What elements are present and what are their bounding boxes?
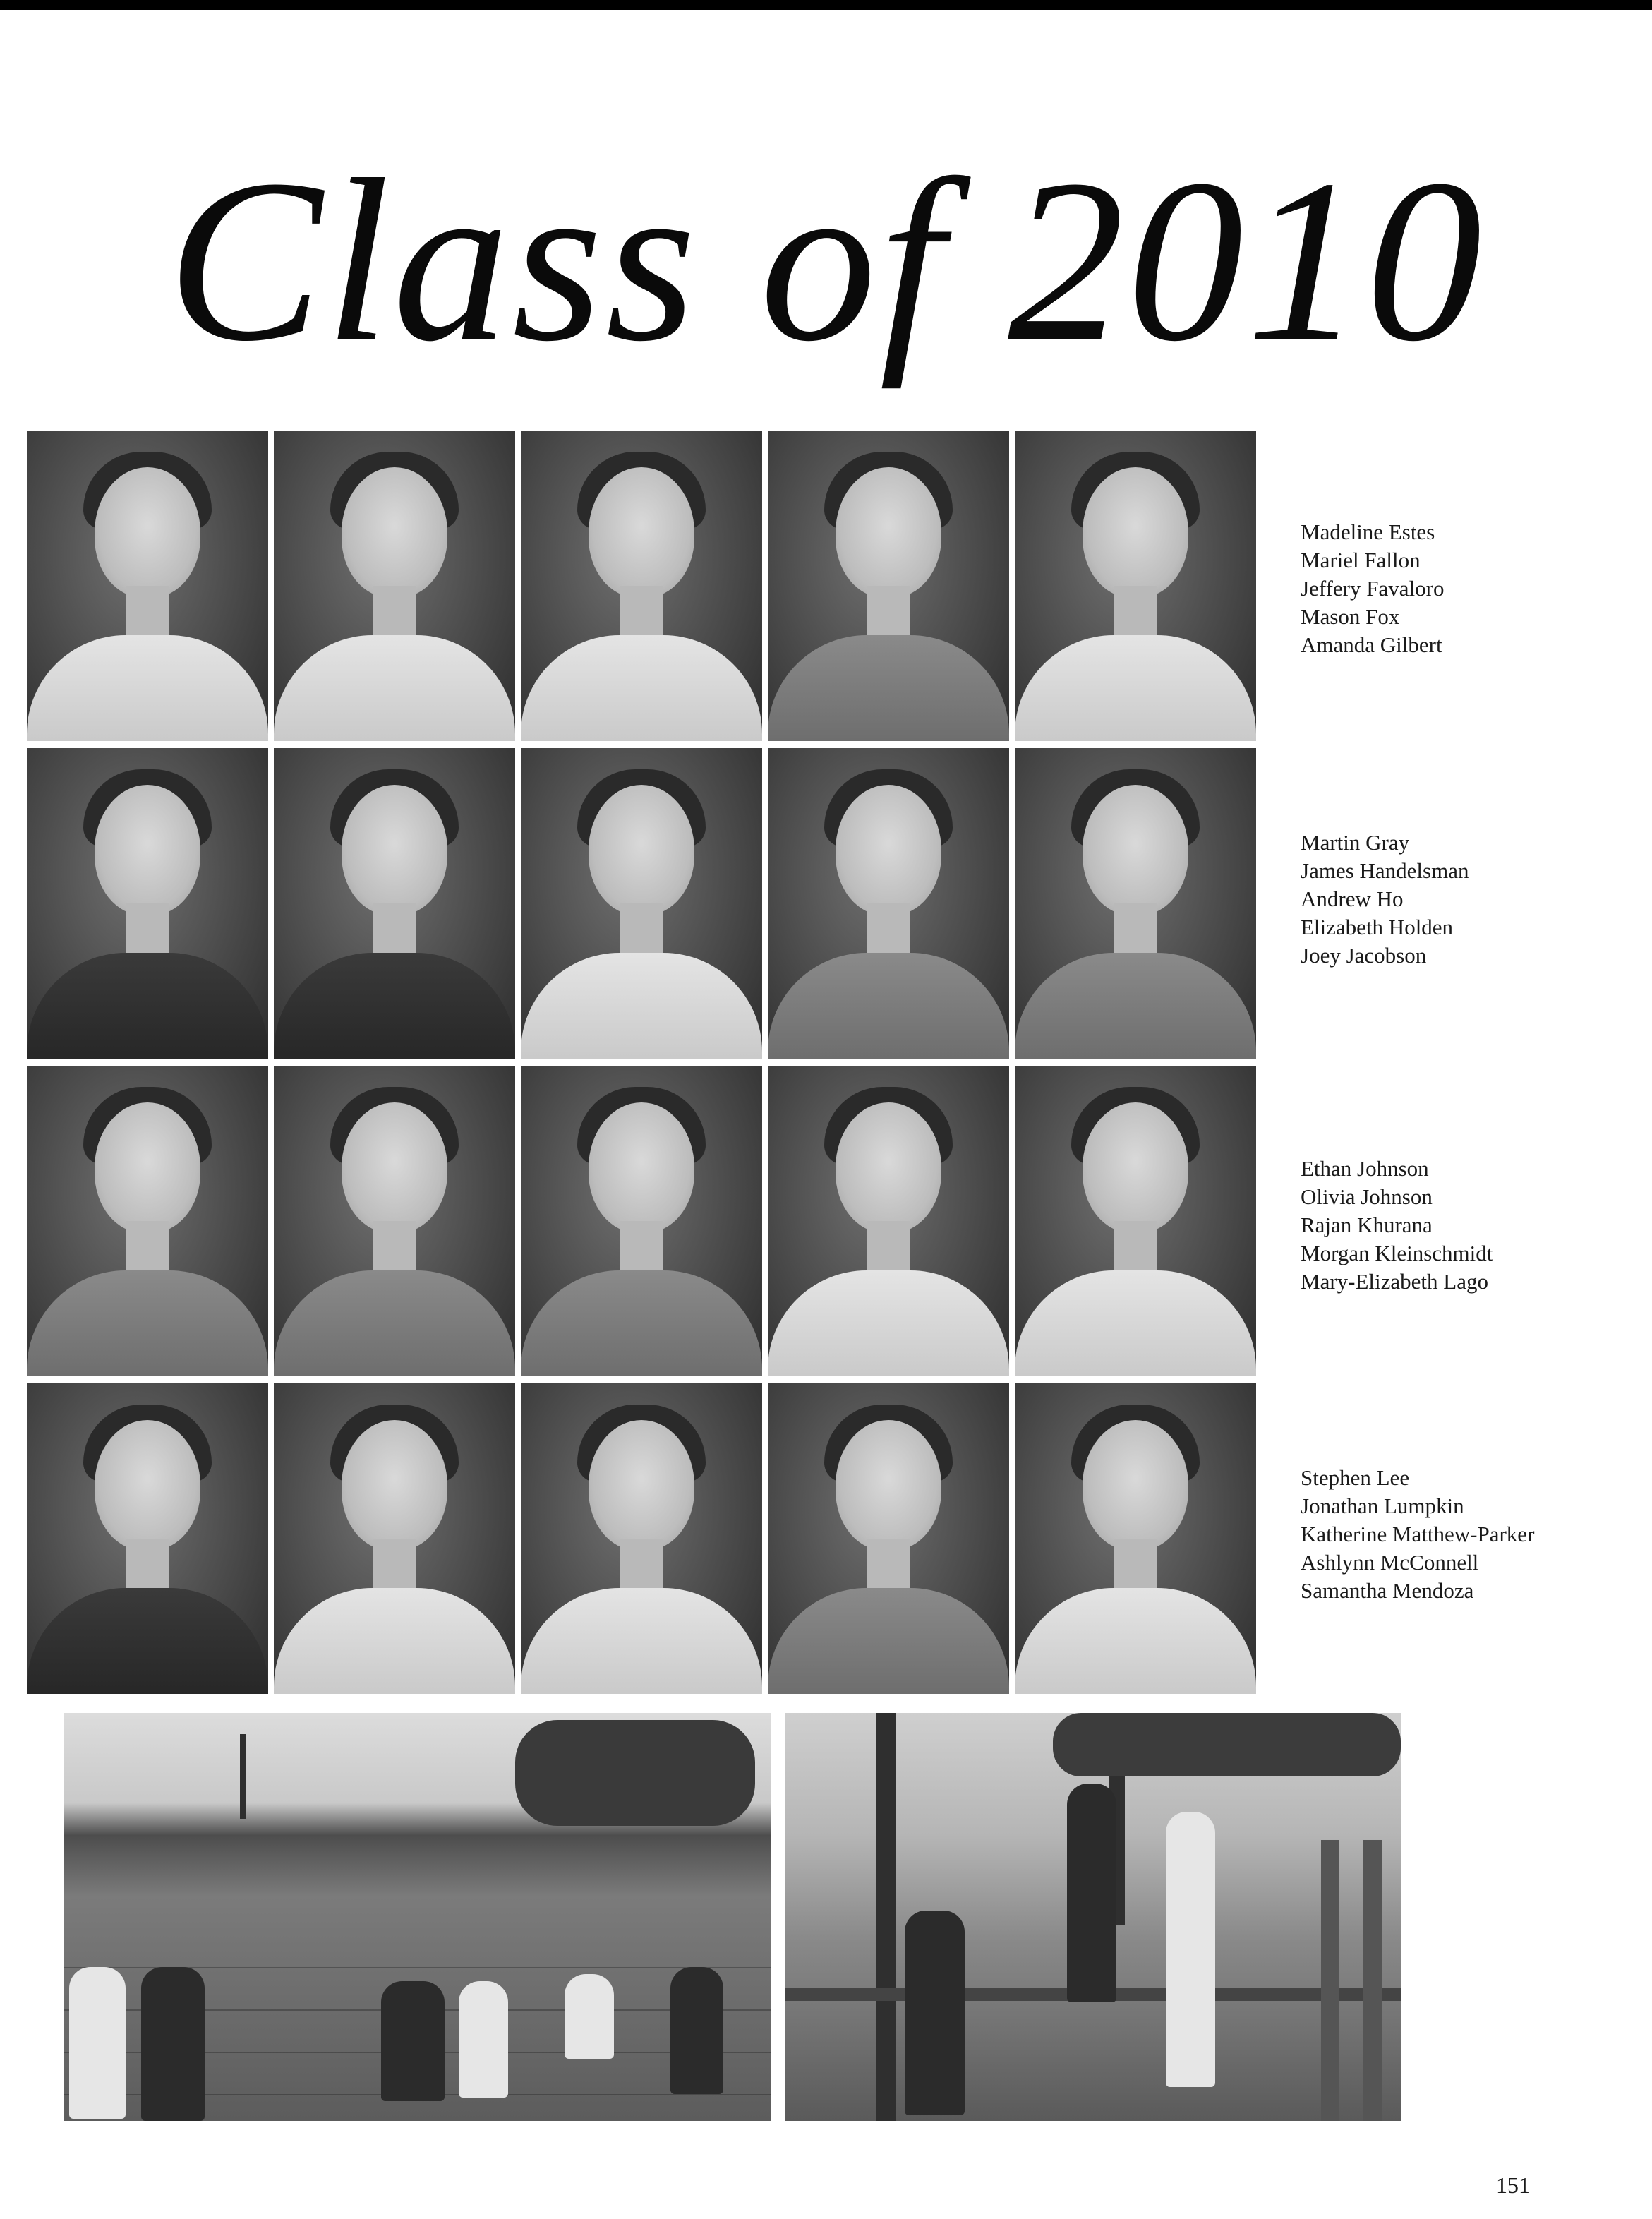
child-figure — [565, 1974, 614, 2059]
tree — [515, 1720, 755, 1826]
student-portrait — [274, 748, 515, 1059]
student-name: Joey Jacobson — [1301, 943, 1427, 968]
student-name: Elizabeth Holden — [1301, 915, 1454, 939]
student-name: Samantha Mendoza — [1301, 1578, 1474, 1603]
name-list-row-4 — [1301, 1464, 1597, 1605]
playground-deck-photo — [64, 1713, 771, 2121]
student-portrait — [274, 1066, 515, 1376]
student-name: James Handelsman — [1301, 858, 1469, 883]
tree — [876, 1713, 896, 2121]
student-name: Rajan Khurana — [1301, 1213, 1433, 1237]
student-portrait — [1015, 748, 1256, 1059]
student-name: Martin Gray — [1301, 830, 1410, 855]
page-title: Class of 2010 — [167, 132, 1485, 390]
portrait-grid — [27, 431, 1262, 1701]
student-portrait — [274, 431, 515, 741]
name-list-row-1 — [1301, 518, 1597, 659]
student-portrait — [1015, 1066, 1256, 1376]
student-portrait — [768, 748, 1009, 1059]
student-name: Jeffery Favaloro — [1301, 576, 1445, 601]
equipment-post — [1321, 1840, 1339, 2121]
student-portrait — [1015, 431, 1256, 741]
tree-canopy — [1053, 1713, 1401, 1776]
student-name: Andrew Ho — [1301, 886, 1404, 911]
student-portrait — [768, 1383, 1009, 1694]
student-name: Katherine Matthew-Parker — [1301, 1522, 1535, 1546]
child-figure — [905, 1911, 965, 2115]
equipment-post — [1363, 1840, 1382, 2121]
student-portrait — [27, 1066, 268, 1376]
student-portrait — [521, 748, 762, 1059]
student-name: Morgan Kleinschmidt — [1301, 1241, 1493, 1265]
student-name: Stephen Lee — [1301, 1465, 1410, 1490]
child-figure — [670, 1967, 723, 2094]
student-portrait — [521, 1066, 762, 1376]
student-name: Jonathan Lumpkin — [1301, 1493, 1464, 1518]
student-portrait — [274, 1383, 515, 1694]
name-list-row-3 — [1301, 1155, 1597, 1296]
child-figure — [141, 1967, 205, 2121]
playground-equipment-photo — [785, 1713, 1401, 2121]
top-border — [0, 0, 1652, 10]
tree — [240, 1734, 246, 1819]
student-name: Amanda Gilbert — [1301, 632, 1442, 657]
child-figure — [1166, 1812, 1215, 2087]
child-figure — [381, 1981, 445, 2101]
student-name: Ashlynn McConnell — [1301, 1550, 1479, 1575]
student-portrait — [521, 1383, 762, 1694]
student-portrait — [521, 431, 762, 741]
student-portrait — [1015, 1383, 1256, 1694]
child-figure — [69, 1967, 126, 2119]
student-name: Madeline Estes — [1301, 519, 1435, 544]
student-portrait — [27, 1383, 268, 1694]
child-figure — [459, 1981, 508, 2098]
student-portrait — [27, 748, 268, 1059]
student-name: Mason Fox — [1301, 604, 1400, 629]
page-number: 151 — [1496, 2172, 1530, 2198]
student-portrait — [768, 1066, 1009, 1376]
student-portrait — [27, 431, 268, 741]
student-name: Ethan Johnson — [1301, 1156, 1429, 1181]
child-figure — [1067, 1784, 1116, 2002]
student-name: Mariel Fallon — [1301, 548, 1421, 572]
student-name: Mary-Elizabeth Lago — [1301, 1269, 1488, 1294]
name-list-row-2 — [1301, 829, 1597, 970]
student-portrait — [768, 431, 1009, 741]
student-name: Olivia Johnson — [1301, 1184, 1433, 1209]
